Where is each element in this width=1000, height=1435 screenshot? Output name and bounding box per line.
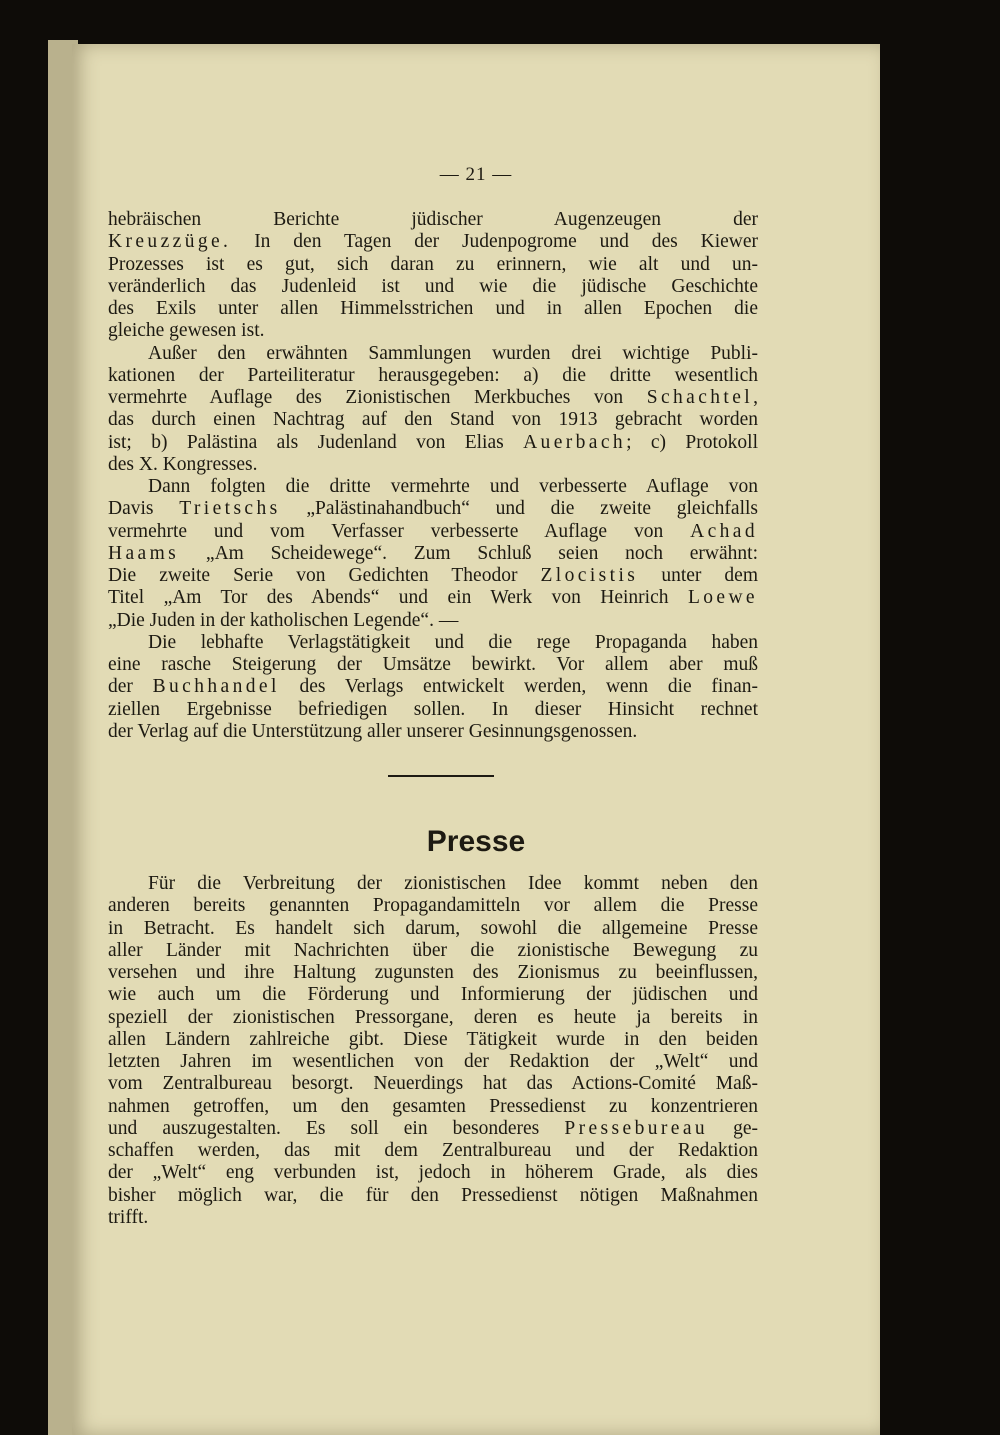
- text-line: [108, 895, 758, 917]
- text-line: [108, 962, 758, 984]
- text-line: [108, 276, 758, 298]
- text-line: [108, 209, 758, 231]
- text-line: [108, 1007, 758, 1029]
- spaced-name: Schachtel: [646, 387, 754, 408]
- text-line: [108, 343, 758, 365]
- text-run: ,: [753, 387, 758, 408]
- text-run: wie auch um die Förderung und Informierung der jüdischen und: [108, 984, 758, 1006]
- text-line: [108, 1118, 758, 1140]
- text-line: [108, 654, 758, 676]
- text-line: [108, 231, 758, 253]
- text-run: versehen und ihre Haltung zugunsten des Zionismus zu beeinflussen,: [108, 962, 758, 983]
- spaced-name: Auerbach: [523, 431, 627, 453]
- book-page: [72, 44, 880, 1435]
- text-run: „Die Juden in der katholischen Legende“. —: [108, 609, 459, 631]
- text-run: des X. Kongresses.: [108, 453, 258, 475]
- text-line: [108, 873, 758, 895]
- spaced-name: Pressebureau: [564, 1117, 709, 1139]
- text-line: [108, 409, 758, 431]
- text-line: [108, 1073, 758, 1095]
- spaced-name: Zlocistis: [540, 565, 639, 586]
- text-run: nahmen getroffen, um den gesamten Pressedienst zu konzentrieren: [108, 1095, 758, 1117]
- text-line: [108, 676, 758, 698]
- text-line: [108, 1162, 758, 1184]
- spaced-name: Trietschs: [179, 498, 281, 520]
- text-line: [108, 1140, 758, 1162]
- section-presse-text: [108, 873, 758, 1229]
- text-run: des Verlags entwickelt werden, wenn die finan-: [279, 676, 758, 698]
- spaced-name: Haams: [108, 542, 180, 564]
- text-run: bisher möglich war, die für den Pressedienst nötigen Maßnahmen: [108, 1184, 758, 1206]
- text-run: vom Zentralbureau besorgt. Neuerdings hat das Actions-Comité Maß-: [108, 1073, 758, 1095]
- text-line: [108, 918, 758, 940]
- text-line: [108, 432, 758, 454]
- text-line: [108, 476, 758, 498]
- text-run: Die zweite Serie von Gedichten Theodor: [108, 565, 541, 586]
- text-run: vermehrte Auflage des Zionistischen Merkbuches von: [108, 387, 647, 408]
- text-run: das durch einen Nachtrag auf den Stand von 1913 gebracht worden: [108, 409, 758, 431]
- text-run: Die lebhafte Verlagstätigkeit und die rege Propaganda haben: [148, 631, 758, 653]
- text-line: [108, 1096, 758, 1118]
- text-run: Titel „Am Tor des Abends“ und ein Werk von Heinrich: [108, 587, 688, 609]
- text-run: Für die Verbreitung der zionistischen Idee kommt neben den: [148, 873, 758, 894]
- text-run: veränderlich das Judenleid ist und wie die jüdische Geschichte: [108, 275, 758, 297]
- spaced-name: Buchhandel: [152, 676, 280, 698]
- section-verlag-text: [108, 209, 758, 743]
- text-run: speziell der zionistischen Pressorgane, deren es heute ja bereits in: [108, 1006, 758, 1028]
- text-run: der: [108, 676, 153, 698]
- text-run: „Palästinahandbuch“ und die zweite gleichfalls: [280, 498, 758, 520]
- text-line: [108, 721, 758, 743]
- text-run: des Exils unter allen Himmelsstrichen und in allen Epochen die: [108, 298, 758, 319]
- text-line: [108, 984, 758, 1006]
- text-line: [108, 1207, 758, 1229]
- section-heading-presse: Presse: [426, 825, 526, 858]
- text-line: [108, 610, 758, 632]
- text-run: und auszugestalten. Es soll ein besonderes: [108, 1117, 565, 1139]
- section-divider: [388, 775, 494, 777]
- text-line: [108, 254, 758, 276]
- text-run: gleiche gewesen ist.: [108, 320, 265, 342]
- text-line: [108, 565, 758, 587]
- text-run: schaffen werden, das mit dem Zentralbureau und der Redaktion: [108, 1140, 758, 1161]
- text-line: [108, 940, 758, 962]
- text-run: ist; b) Palästina als Judenland von Elias: [108, 431, 524, 453]
- text-run: Dann folgten die dritte vermehrte und verbesserte Auflage von: [148, 476, 758, 497]
- text-run: allen Ländern zahlreiche gibt. Diese Tätigkeit wurde in den beiden: [108, 1028, 758, 1050]
- spaced-name: Loewe: [687, 587, 758, 609]
- text-line: [108, 699, 758, 721]
- text-line: [108, 632, 758, 654]
- text-run: unter dem: [638, 565, 759, 586]
- text-run: anderen bereits genannten Propagandamitteln vor allem die Presse: [108, 895, 758, 917]
- text-run: vermehrte und vom Verfasser verbesserte Auflage von: [108, 520, 691, 542]
- text-run: ge-: [708, 1117, 758, 1139]
- text-line: [108, 1185, 758, 1207]
- text-run: trifft.: [108, 1206, 149, 1228]
- text-run: ziellen Ergebnisse befriedigen sollen. In dieser Hinsicht rechnet: [108, 698, 758, 720]
- text-line: [108, 543, 758, 565]
- text-line: [108, 387, 758, 409]
- text-line: [108, 587, 758, 609]
- text-run: „Am Scheidewege“. Zum Schluß seien noch erwähnt:: [179, 542, 758, 564]
- spaced-name: Achad: [690, 520, 758, 542]
- text-run: ; c) Protokoll: [626, 431, 758, 453]
- text-line: [108, 1029, 758, 1051]
- text-run: Davis: [108, 498, 180, 520]
- text-line: [108, 521, 758, 543]
- text-run: In den Tagen der Judenpogrome und des Kiewer: [231, 231, 758, 253]
- text-run: Außer den erwähnten Sammlungen wurden drei wichtige Publi-: [148, 342, 758, 364]
- text-line: [108, 298, 758, 320]
- text-run: kationen der Parteiliteratur herausgegeben: a) die dritte wesentlich: [108, 364, 758, 386]
- text-run: aller Länder mit Nachrichten über die zionistische Bewegung zu: [108, 939, 758, 961]
- text-run: hebräischen Berichte jüdischer Augenzeugen der: [108, 209, 758, 230]
- text-line: [108, 320, 758, 342]
- text-run: letzten Jahren im wesentlichen von der Redaktion der „Welt“ und: [108, 1051, 758, 1072]
- text-run: der Verlag auf die Unterstützung aller unserer Gesinnungsgenossen.: [108, 720, 638, 742]
- spaced-name: Kreuzzüge.: [108, 231, 232, 253]
- text-line: [108, 498, 758, 520]
- text-run: der „Welt“ eng verbunden ist, jedoch in höherem Grade, als dies: [108, 1162, 758, 1184]
- text-run: eine rasche Steigerung der Umsätze bewirkt. Vor allem aber muß: [108, 654, 758, 675]
- text-line: [108, 365, 758, 387]
- text-line: [108, 1051, 758, 1073]
- page-number: — 21 —: [439, 164, 513, 185]
- text-run: Prozesses ist es gut, sich daran zu erinnern, wie alt und un-: [108, 253, 758, 275]
- text-run: in Betracht. Es handelt sich darum, sowohl die allgemeine Presse: [108, 917, 758, 939]
- text-line: [108, 454, 758, 476]
